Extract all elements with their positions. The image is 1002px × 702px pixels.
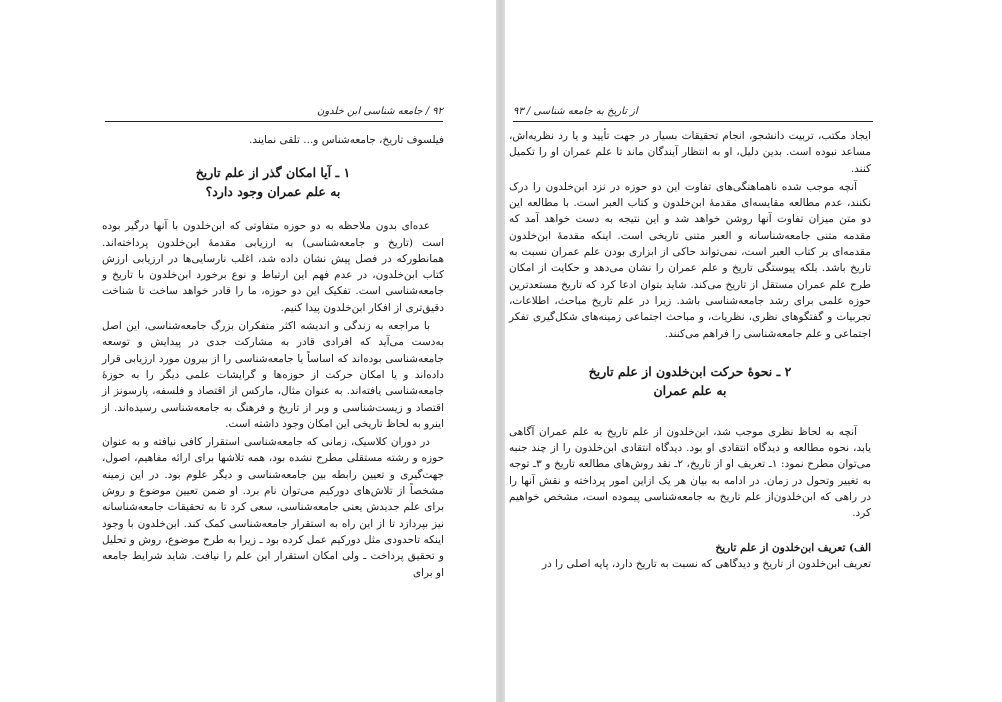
right-section-paragraph: آنچه به لحاظ نظری موجب شد، ابن‌خلدون از علم تاریخ به علم عمران آگاهی یابد، نحوه مطالعه و دیدگاه انتقادی او بود. دیدگاه انتقادی ابن‌خلدون را از چند جنبه می‌توان مطرح نمود: ۱ـ تعریف او از تاریخ، ۲ـ نقد روش‌های مطالعه تاریخ و ۳ـ توجه به تغییر وتحول در زمان. در ادامه به بیان هر یک ازاین امور پرداخته و نقش آنها را در راهی که ابن‌خلدون‌از علم تاریخ به جامعه‌شناسی پیموده است، مشخص خواهیم کرد. [509,425,871,520]
left-paragraph-3: در دوران کلاسیک، زمانی که جامعه‌شناسی استقرار کافی نیافته و به عنوان حوزه و رشته مستقلی مطرح نشده بود، همه تلاشها برای ارائه مفاهیم، اصول، جهت‌گیری و تعیین رابطه بین جامعه‌شناسی و دیگر علوم بود. در این زمینه مشخصاً از تلاش‌های دورکیم می‌توان نام برد. او ضمن تعیین موضوع و روش برای علم جدیدش یعنی جامعه‌شناسی، سعی کرد تا به تحقیقات جامعه‌شناسانه نیز بپردازد تا از این راه به استقرار جامعه‌شناسی کمک کند. ابن‌خلدون با وجود اینکه تاحدودی مثل دورکیم عمل کرده بود ـ زیرا به طرح موضوع، روش و تحلیل و تحقیق پرداخت ـ ولی امکان استقرار این علم را نیافت. شاید شرایط جامعه او برای [102,436,444,579]
left-page-header [105,104,443,122]
right-page-header-text: از تاریخ به جامعه شناسی / ۹۳ [513,106,638,117]
left-page-header-text: ۹۲ / جامعه شناسی ابن خلدون [316,106,443,117]
left-page-body [102,132,444,581]
right-page-header [513,104,873,122]
right-section-title [509,362,871,400]
right-subsection-paragraph: تعریف ابن‌خلدون از تاریخ و دیدگاهی که نسبت به تاریخ دارد، پایه اصلی را در [542,557,871,570]
book-gutter [496,0,505,702]
left-section-title-line1: ۱ ـ آیا امکان گذر از علم تاریخ [195,165,351,181]
left-intro-line: فیلسوف تاریخ، جامعه‌شناس و... تلقی نمایند. [249,134,444,146]
left-paragraph-1: عده‌ای بدون ملاحظه به دو حوزه متفاوتی که ابن‌خلدون با آنها درگیر بوده است (تاریخ و جامعه‌شناسی) به ارزیابی مقدمهٔ ابن‌خلدون پرداخته‌اند. همانطورکه در فصل پیش نشان داده شد، اغلب نارسایی‌ها در ارزیابی ارزش کتاب ابن‌خلدون، در عدم فهم این ارتباط و نوع برخورد ابن‌خلدون با تاریخ و جامعه‌شناسی است. تفکیک این دو حوزه، ما را قادر خواهد ساخت تا شناخت دقیق‌تری از افکار ابن‌خلدون پیدا کنیم. [102,220,444,314]
right-section-title-line1: ۲ ـ نحوهٔ حرکت ابن‌خلدون از علم تاریخ [588,363,792,379]
left-section-title-line2: به علم عمران وجود دارد؟ [205,184,341,200]
left-section-title [102,163,444,201]
right-page [505,0,1002,702]
left-page [0,0,496,702]
right-paragraph-1: ایجاد مکتب، تربیت دانشجو، انجام تحقیقات بسیار در جهت تأیید و یا رد نظریه‌اش، مساعد نبوده است. بدین دلیل، او به انتظار آیندگان ماند تا علم عمران او را تکمیل کنند. [509,130,871,175]
right-section-title-line2: به علم عمران [653,382,727,398]
right-paragraph-2: آنچه موجب شده ناهماهنگی‌های تفاوت این دو حوزه در نزد ابن‌خلدون را درک نکنند، عدم مطالعه مقایسه‌ای مقدمهٔ ابن‌خلدون و کتاب العبر است. با مطالعه این دو متن میزان تفاوت آنها روشن خواهد شد و این نتیجه به دست خواهد آمد که مقدمه متنی جامعه‌شناسانه و العبر متنی تاریخی است. اینکه مقدمهٔ ابن‌خلدون مقدمه‌ای بر کتاب العبر است، نمی‌تواند حاکی از ابزاری بودن علم عمران نسبت به تاریخ باشد. بلکه پیوستگی تاریخ و علم عمران را نشان می‌دهد و حکایت از امکان طرح علم عمران مستقل از تاریخ می‌کند. شاید بتوان ادعا کرد که تاریخ مستعدترین حوزه علمی برای رشد جامعه‌شناسی باشد. زیرا در علم تاریخ مباحث، اطلاعات، تجربیات و گفتگوهای نظری، نظریات، و مباحث اجتماعی زمینه‌های شکل‌گیری تفکر اجتماعی و علم جامعه‌شناسی را فراهم می‌کنند. [509,180,871,340]
left-paragraph-2: با مراجعه به زندگی و اندیشه اکثر متفکران بزرگ جامعه‌شناسی، این اصل به‌دست می‌آید که افرادی قادر به مشارکت جدی در پیدایش و توسعه جامعه‌شناسی بوده‌اند که اساساً یا جامعه‌شناسی را از بیرون مورد ارزیابی قرار داده‌اند و یا امکان حرکت از حوزه‌ها و گرایشات علمی دیگر را به حوزهٔ جامعه‌شناسی یافته‌اند. به عنوان مثال، مارکس از اقتصاد و فلسفه، پارسونز از اقتصاد و زیست‌شناسی و وبر از تاریخ و فرهنگ به جامعه‌شناسی رسیده‌اند. از اینرو به لحاظ تاریخی این امکان وجود داشته است. [102,320,444,430]
right-page-body [509,128,871,572]
right-subsection-title: الف) تعریف ابن‌خلدون از علم تاریخ [715,541,871,554]
